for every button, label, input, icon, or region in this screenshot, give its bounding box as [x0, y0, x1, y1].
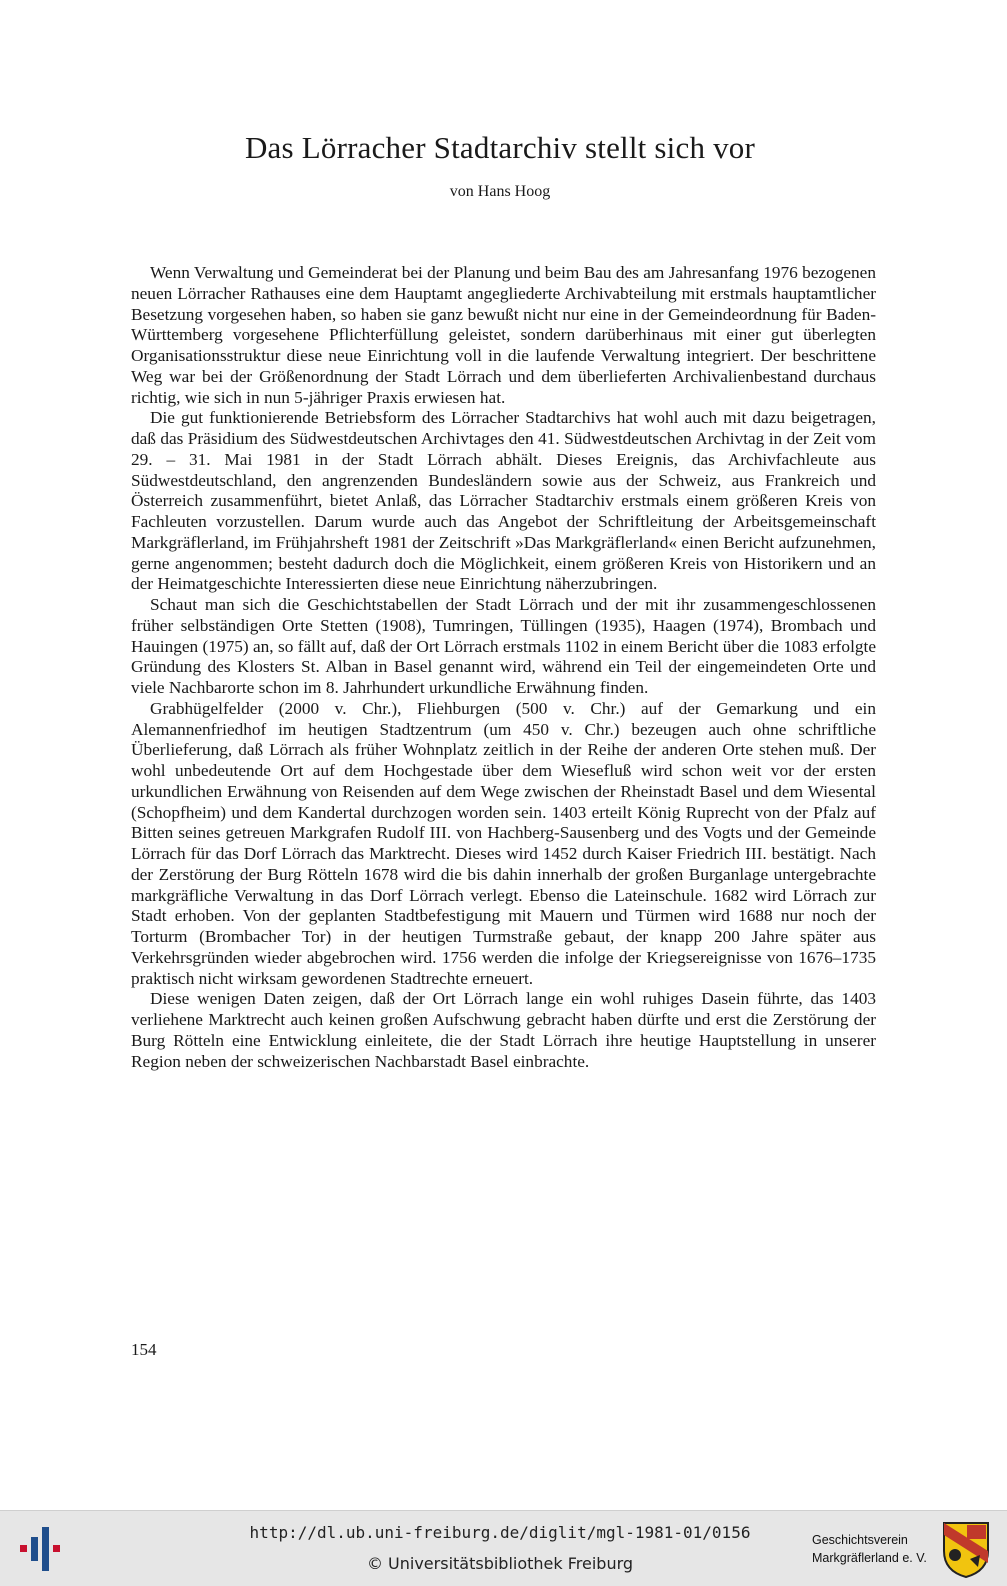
paragraph: Diese wenigen Daten zeigen, daß der Ort Lörrach lange ein wohl ruhiges Dasein führte, das 1403 verliehene Marktrecht auch keinen großen Aufschwung gebracht haben dürfte und erst die Zerstörung der Burg Rötteln eine Entwicklung einleitete, die der Stadt Lörrach ihre heutige Hauptstellung in unserer Region neben der schweizerischen Nachbarstadt Basel einbrachte.	[131, 989, 876, 1071]
footer-bar	[0, 1510, 1007, 1586]
coat-of-arms-icon	[940, 1519, 992, 1579]
society-line-2: Markgräflerland e. V.	[812, 1551, 927, 1565]
paragraph: Grabhügelfelder (2000 v. Chr.), Fliehburgen (500 v. Chr.) auf der Gemarkung und ein Alemannenfriedhof im heutigen Stadtzentrum (um 450 v. Chr.) bezeugen auch ohne schriftliche Überlieferung, daß Lörrach als früher Wohnplatz zeitlich in der Reihe der anderen Orte stehen muß. Der wohl unbedeutende Ort auf dem Hochgestade über dem Wiesefluß wird schon weit vor der ersten urkundlichen Erwähnung von Reisenden auf dem Wege zwischen der Rheinstadt Basel und dem Wiesental (Schopfheim) und dem Kandertal durchzogen worden sein. 1403 erteilt König Ruprecht von der Pfalz auf Bitten seines getreuen Markgrafen Rudolf III. von Hachberg-Sausenberg und des Vogts und der Gemeinde Lörrach für das Dorf Lörrach das Marktrecht. Dieses wird 1452 durch Kaiser Friedrich III. bestätigt. Nach der Zerstörung der Burg Rötteln 1678 wird die bis dahin innerhalb der großen Burganlage untergebrachte markgräfliche Verwaltung in das Dorf Lörrach verlegt. Ebenso die Lateinschule. 1682 wird Lörrach zur Stadt erhoben. Von der geplanten Stadtbefestigung mit Mauern und Türmen wird 1688 nur noch der Torturm (Brombacher Tor) in der heutigen Turmstraße gebaut, der knapp 200 Jahre später aus Verkehrsgründen wieder abgebrochen wird. 1756 werden die infolge der Kriegsereignisse von 1676–1735 praktisch nicht wirksam gewordenen Stadtrechte erneuert.	[131, 698, 876, 988]
society-name	[812, 1531, 932, 1567]
paragraph: Wenn Verwaltung und Gemeinderat bei der Planung und beim Bau des am Jahresanfang 1976 bezogenen neuen Lörracher Rathauses eine dem Hauptamt angegliederte Archivabteilung mit erstmals hauptamtlicher Besetzung vorgesehen haben, so haben sie ganz bewußt nicht nur eine in der Gemeindeordnung für Baden-Württemberg vorgesehene Pflichterfüllung geleistet, sondern darüberhinaus mit einer gut überlegten Organisationsstruktur diese neue Einrichtung voll in die laufende Verwaltung integriert. Der beschrittene Weg war bei der Größenordnung der Stadt Lörrach und dem überlieferten Archivalienbestand durchaus richtig, wie sich in nun 5-jähriger Praxis erwiesen hat.	[131, 263, 876, 407]
copyright-text: © Universitätsbibliothek Freiburg	[366, 1554, 634, 1573]
source-link[interactable]: http://dl.ub.uni-freiburg.de/diglit/mgl-1981-01/0156	[249, 1523, 751, 1542]
society-line-1: Geschichtsverein	[812, 1533, 908, 1547]
paragraph: Schaut man sich die Geschichtstabellen der Stadt Lörrach und der mit ihr zusammengeschlossenen früher selbständigen Orte Stetten (1908), Tumringen, Tüllingen (1935), Haagen (1974), Brombach und Hauingen (1975) an, so fällt auf, daß der Ort Lörrach erstmals 1102 in einem Bericht über die 1083 erfolgte Gründung des Klosters St. Alban in Basel genannt wird, während ein Teil der eingemeindeten Orte und viele Nachbarorte schon im 8. Jahrhundert urkundliche Erwähnung finden.	[131, 595, 876, 697]
article-title: Das Lörracher Stadtarchiv stellt sich vor	[244, 130, 756, 165]
article-body	[131, 263, 876, 1072]
article-author: von Hans Hoog	[449, 183, 551, 200]
page-number: 154	[131, 1340, 157, 1359]
paragraph: Die gut funktionierende Betriebsform des Lörracher Stadtarchivs hat wohl auch mit dazu beigetragen, daß das Präsidium des Südwestdeutschen Archivtages den 41. Südwestdeutschen Archivtag in der Zeit vom 29. – 31. Mai 1981 in der Stadt Lörrach abhält. Dieses Ereignis, das Archivfachleute aus Südwestdeutschland, den angrenzenden Bundesländern sowie aus der Schweiz, aus Frankreich und Österreich zusammenführt, bietet Anlaß, das Lörracher Stadtarchiv erstmals einem größeren Kreis von Fachleuten vorzustellen. Darum wurde auch das Angebot der Schriftleitung der Arbeitsgemeinschaft Markgräflerland, im Frühjahrsheft 1981 der Zeitschrift »Das Markgräflerland« einen Bericht aufzunehmen, gerne angenommen; besteht dadurch doch die Möglichkeit, einem größeren Kreis von Historikern und an der Heimatgeschichte Interessierten diese neue Einrichtung näherzubringen.	[131, 408, 876, 594]
